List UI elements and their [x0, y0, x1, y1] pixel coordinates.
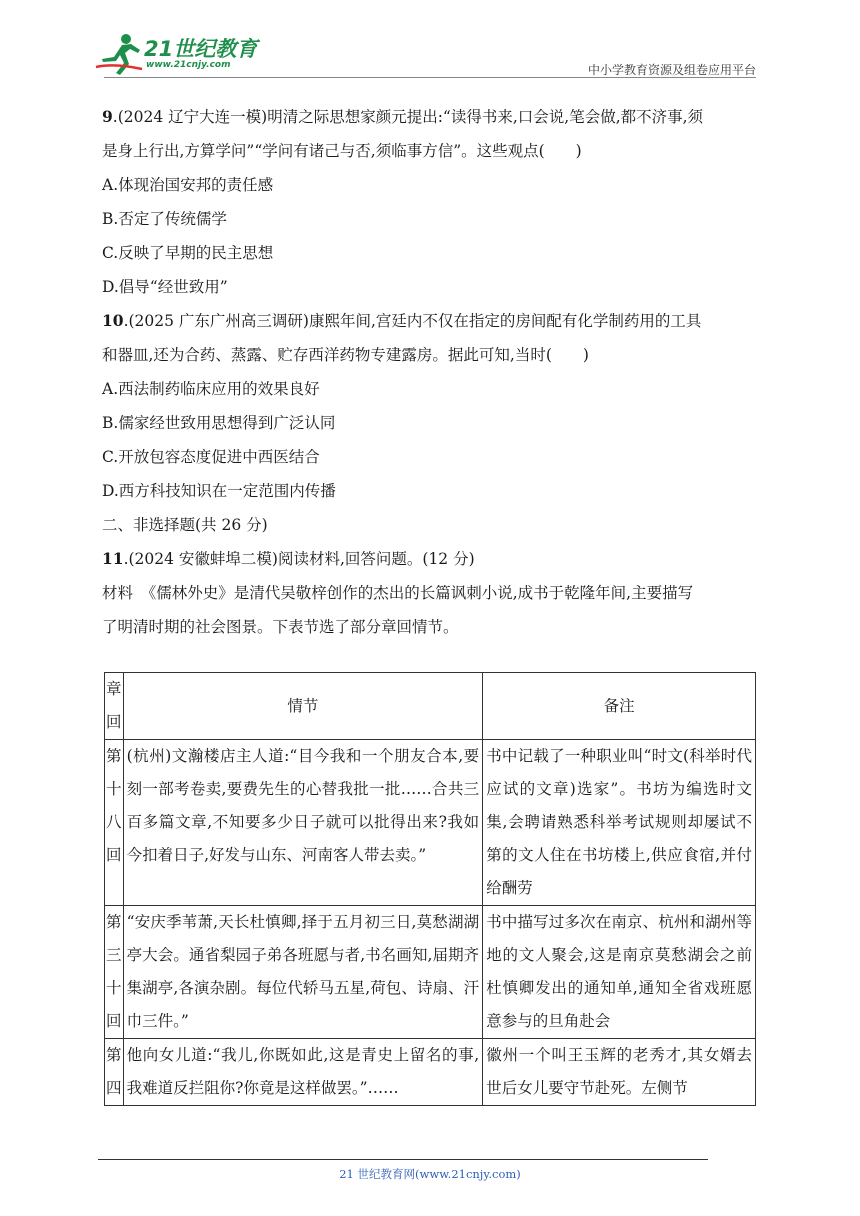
cell-chapter: 第四 — [105, 1039, 124, 1106]
table-row — [105, 1039, 756, 1106]
question-line — [102, 103, 762, 137]
option-b[interactable]: B.否定了传统儒学 — [102, 210, 227, 228]
cell-plot: “安庆季苇萧,天长杜慎卿,择于五月初三日,莫愁湖湖亭大会。通省梨园子弟各班愿与者,书名画知,届期齐集湖亭,各演杂剧。每位代轿马五星,荷包、诗扇、汗巾三件。” — [123, 906, 483, 1039]
option-c[interactable]: C.开放包容态度促进中西医结合 — [102, 448, 320, 466]
header-chapter: 章回 — [105, 673, 124, 740]
cell-plot: 他向女儿道:“我儿,你既如此,这是青史上留名的事,我难道反拦阻你?你竟是这样做罢。”…… — [123, 1039, 483, 1106]
material-line: 材料 《儒林外史》是清代吴敬梓创作的杰出的长篇讽刺小说,成书于乾隆年间,主要描写 — [102, 584, 694, 602]
table-header-row — [105, 673, 756, 740]
question-number: 11 — [102, 549, 124, 568]
table-row — [105, 906, 756, 1039]
page-header — [0, 0, 860, 80]
header-plot: 情节 — [123, 673, 483, 740]
cell-chapter: 第三十回 — [105, 906, 124, 1039]
question-line — [102, 307, 762, 341]
question-text: .(2024 辽宁大连一模)明清之际思想家颜元提出:“读得书来,口会说,笔会做,都不济事,须 — [112, 108, 704, 126]
option-d[interactable]: D.西方科技知识在一定范围内传播 — [102, 482, 336, 500]
question-line: 和器皿,还为合药、蒸露、贮存西洋药物专建露房。据此可知,当时( ) — [102, 346, 589, 364]
header-note: 备注 — [483, 673, 756, 740]
question-text: .(2024 安徽蚌埠二模)阅读材料,回答问题。(12 分) — [123, 550, 475, 568]
runner-logo-icon — [94, 33, 144, 77]
question-line — [102, 545, 762, 579]
question-line: 是身上行出,方算学问”“学问有诸己与否,须临事方信”。这些观点( ) — [102, 142, 582, 160]
footer-link[interactable]: 21 世纪教育网(www.21cnjy.com) — [339, 1167, 521, 1181]
header-divider — [104, 77, 756, 78]
cell-note: 书中描写过多次在南京、杭州和湖州等地的文人聚会,这是南京莫愁湖会之前杜慎卿发出的通知单,通知全省戏班愿意参与的旦角赴会 — [483, 906, 756, 1039]
logo-text: 21世纪教育 — [144, 37, 258, 61]
option-d[interactable]: D.倡导“经世致用” — [102, 278, 228, 296]
section-heading: 二、非选择题(共 26 分) — [102, 516, 268, 534]
cell-chapter: 第十八回 — [105, 740, 124, 906]
question-text: .(2025 广东广州高三调研)康熙年间,宫廷内不仅在指定的房间配有化学制药用的工具 — [123, 312, 702, 330]
question-content — [102, 103, 762, 647]
site-logo — [94, 33, 264, 77]
question-number: 10 — [102, 311, 124, 330]
chapter-table — [104, 672, 756, 1106]
option-a[interactable]: A.西法制药临床应用的效果良好 — [102, 380, 320, 398]
option-b[interactable]: B.儒家经世致用思想得到广泛认同 — [102, 414, 336, 432]
question-number: 9 — [102, 107, 113, 126]
cell-note: 徽州一个叫王玉辉的老秀才,其女婿去世后女儿要守节赴死。左侧节 — [483, 1039, 756, 1106]
option-c[interactable]: C.反映了早期的民主思想 — [102, 244, 274, 262]
table-row — [105, 740, 756, 906]
footer-divider — [98, 1159, 708, 1160]
cell-note: 书中记载了一种职业叫“时文(科举时代应试的文章)选家”。书坊为编选时文集,会聘请熟悉科举考试规则却屡试不第的文人住在书坊楼上,供应食宿,并付给酬劳 — [483, 740, 756, 906]
logo-url: www.21cnjy.com — [146, 60, 231, 70]
cell-plot: (杭州)文瀚楼店主人道:“目今我和一个朋友合本,要刻一部考卷卖,要费先生的心替我批一批……合共三百多篇文章,不知要多少日子就可以批得出来?我如今扣着日子,好发与山东、河南客人带去卖。” — [123, 740, 483, 906]
option-a[interactable]: A.体现治国安邦的责任感 — [102, 176, 274, 194]
platform-title: 中小学教育资源及组卷应用平台 — [587, 63, 756, 77]
material-line: 了明清时期的社会图景。下表节选了部分章回情节。 — [102, 618, 459, 636]
